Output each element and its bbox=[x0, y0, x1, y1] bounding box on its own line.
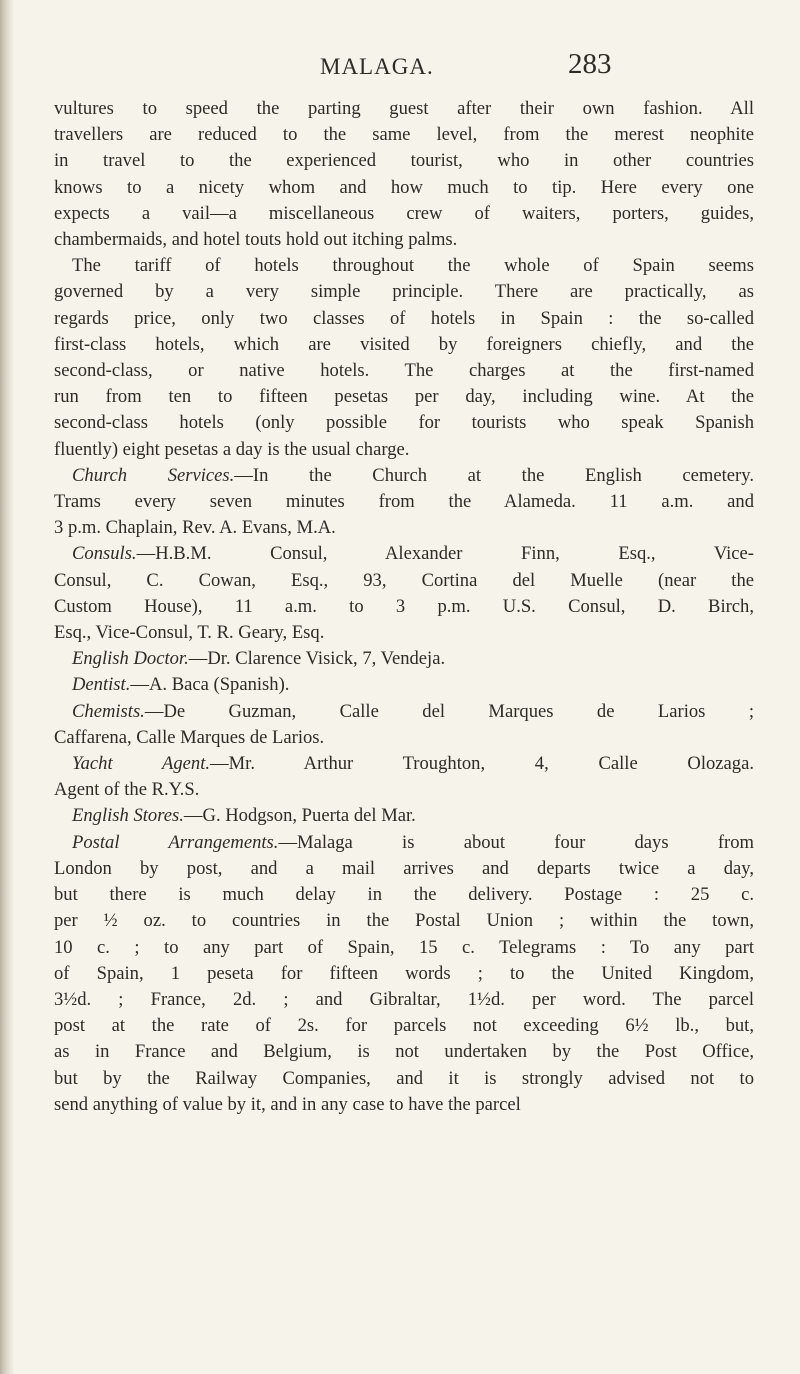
section-heading: Chemists. bbox=[72, 700, 145, 722]
text-line: Consul, C. Cowan, Esq., 93, Cortina del Muelle (near the bbox=[54, 569, 754, 591]
section-first-line bbox=[54, 803, 754, 829]
text-line: expects a vail—a miscellaneous crew of waiters, porters, guides, bbox=[54, 202, 754, 224]
text-line: 3 p.m. Chaplain, Rev. A. Evans, M.A. bbox=[54, 517, 336, 539]
section-heading: Dentist. bbox=[72, 674, 131, 696]
text-line: per ½ oz. to countries in the Postal Union ; within the town, bbox=[54, 910, 754, 932]
text-line: regards price, only two classes of hotels in Spain : the so-called bbox=[54, 307, 754, 329]
text-run: —De Guzman, Calle del Marques de Larios ; bbox=[144, 700, 754, 722]
page-header bbox=[0, 48, 800, 88]
section-first-line bbox=[54, 541, 754, 567]
text-run: —Malaga is about four days from bbox=[278, 831, 754, 853]
section-heading: English Stores. bbox=[72, 805, 184, 827]
section-heading: Consuls. bbox=[72, 543, 137, 565]
text-line: vultures to speed the parting guest after their own fashion. All bbox=[54, 98, 754, 119]
running-head: MALAGA. bbox=[320, 54, 434, 79]
text-line: as in France and Belgium, is not undertaken by the Post Office, bbox=[54, 1041, 754, 1063]
section-first-line bbox=[54, 699, 754, 725]
page-number: 283 bbox=[568, 48, 612, 80]
text-line: Custom House), 11 a.m. to 3 p.m. U.S. Consul, D. Birch, bbox=[54, 595, 754, 617]
section-heading: English Doctor. bbox=[72, 648, 189, 670]
text-line: Caffarena, Calle Marques de Larios. bbox=[54, 726, 325, 748]
text-run: —G. Hodgson, Puerta del Mar. bbox=[183, 805, 416, 827]
text-line: of Spain, 1 peseta for fifteen words ; to the United Kingdom, bbox=[54, 962, 754, 984]
text-line: send anything of value by it, and in any case to have the parcel bbox=[54, 1093, 521, 1115]
section-first-line bbox=[54, 463, 754, 489]
text-line: knows to a nicety whom and how much to tip. Here every one bbox=[54, 176, 754, 198]
text-run: —H.B.M. Consul, Alexander Finn, Esq., Vice- bbox=[136, 543, 754, 565]
body-text bbox=[54, 96, 754, 1118]
text-line: Agent of the R.Y.S. bbox=[54, 779, 200, 801]
text-line: travellers are reduced to the same level, from the merest neophite bbox=[54, 124, 754, 146]
section-heading: Yacht Agent. bbox=[72, 753, 211, 775]
text-line: chambermaids, and hotel touts hold out itching palms. bbox=[54, 229, 458, 251]
text-line: run from ten to fifteen pesetas per day, including wine. At the bbox=[54, 386, 754, 408]
text-run: —Dr. Clarence Visick, 7, Vendeja. bbox=[188, 648, 446, 670]
text-line: Trams every seven minutes from the Alameda. 11 a.m. and bbox=[54, 491, 754, 513]
section-first-line bbox=[54, 646, 754, 672]
text-run: —In the Church at the English cemetery. bbox=[234, 464, 754, 486]
text-line: The tariff of hotels throughout the whole of Spain seems bbox=[72, 255, 754, 277]
page-binding-edge bbox=[0, 0, 14, 1374]
text-line: but by the Railway Companies, and it is strongly advised not to bbox=[54, 1067, 754, 1089]
section-first-line bbox=[54, 751, 754, 777]
section-heading: Postal Arrangements. bbox=[72, 831, 279, 853]
text-line: but there is much delay in the delivery. Postage : 25 c. bbox=[54, 884, 754, 906]
text-line: in travel to the experienced tourist, who in other countries bbox=[54, 150, 754, 172]
section-first-line bbox=[54, 672, 754, 698]
text-line: governed by a very simple principle. There are practically, as bbox=[54, 281, 754, 303]
text-line: 10 c. ; to any part of Spain, 15 c. Telegrams : To any part bbox=[54, 936, 754, 958]
text-line: first-class hotels, which are visited by foreigners chiefly, and the bbox=[54, 333, 754, 355]
text-run: —Mr. Arthur Troughton, 4, Calle Olozaga. bbox=[210, 753, 754, 775]
text-line: post at the rate of 2s. for parcels not exceeding 6½ lb., but, bbox=[54, 1015, 754, 1037]
text-line: fluently) eight pesetas a day is the usual charge. bbox=[54, 438, 410, 460]
text-line: second-class hotels (only possible for tourists who speak Spanish bbox=[54, 412, 754, 434]
text-line: London by post, and a mail arrives and departs twice a day, bbox=[54, 857, 754, 879]
section-first-line bbox=[54, 830, 754, 856]
text-run: —A. Baca (Spanish). bbox=[130, 674, 290, 696]
section-heading: Church Services. bbox=[72, 464, 235, 486]
text-line: second-class, or native hotels. The charges at the first-named bbox=[54, 360, 754, 382]
text-line: 3½d. ; France, 2d. ; and Gibraltar, 1½d. per word. The parcel bbox=[54, 988, 754, 1010]
text-line: Esq., Vice-Consul, T. R. Geary, Esq. bbox=[54, 622, 325, 644]
